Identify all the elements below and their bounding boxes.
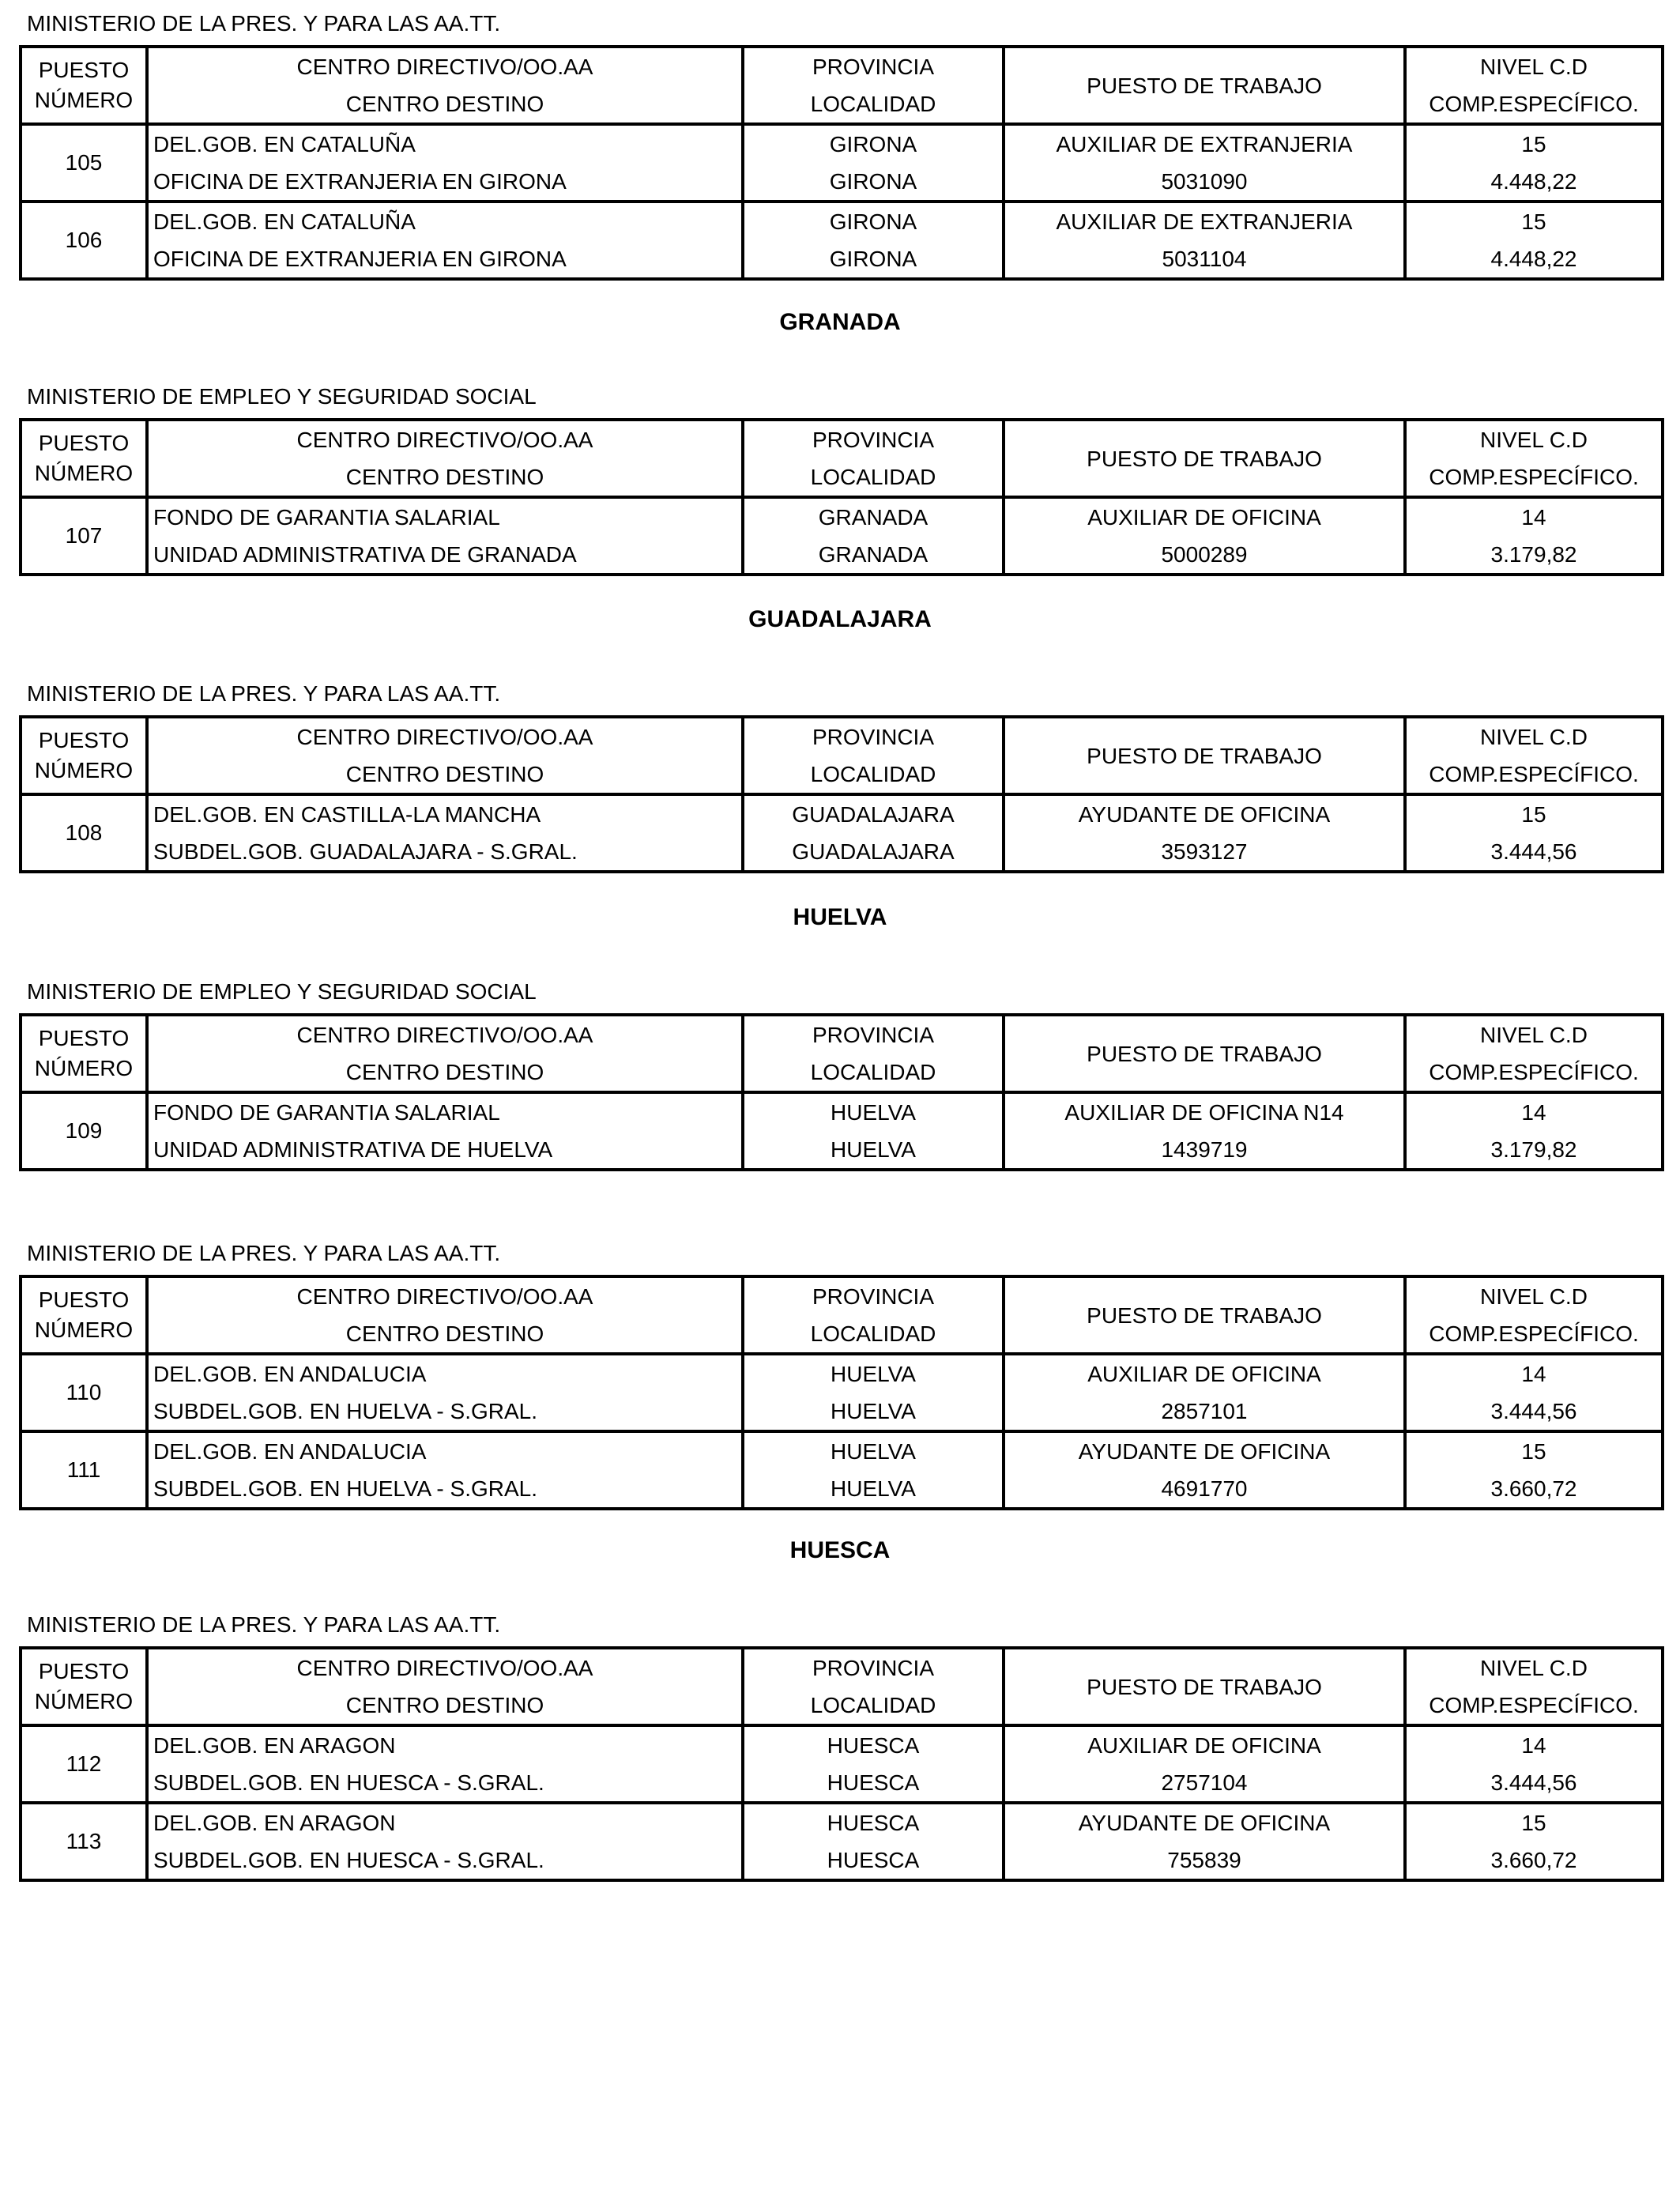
- header-centro-directivo: CENTRO DIRECTIVO/OO.AA: [147, 1648, 743, 1687]
- header-centro-directivo: CENTRO DIRECTIVO/OO.AA: [147, 1276, 743, 1315]
- header-row: [21, 1054, 1663, 1092]
- localidad: GIRONA: [743, 240, 1004, 279]
- header-centro-destino: CENTRO DESTINO: [147, 1315, 743, 1354]
- complemento-especifico: 3.660,72: [1405, 1842, 1663, 1880]
- puesto-numero: 110: [21, 1354, 147, 1431]
- centro-directivo: DEL.GOB. EN CATALUÑA: [147, 202, 743, 240]
- table-row: [21, 240, 1663, 279]
- header-numero-label: NÚMERO: [34, 88, 134, 112]
- header-nivel-cd: NIVEL C.D: [1405, 717, 1663, 756]
- header-provincia: PROVINCIA: [743, 1015, 1004, 1054]
- header-numero-label: NÚMERO: [34, 1689, 134, 1713]
- localidad: GUADALAJARA: [743, 833, 1004, 872]
- header-centro-directivo: CENTRO DIRECTIVO/OO.AA: [147, 717, 743, 756]
- header-nivel-cd: NIVEL C.D: [1405, 1648, 1663, 1687]
- header-centro-destino: CENTRO DESTINO: [147, 458, 743, 497]
- centro-destino: SUBDEL.GOB. EN HUELVA - S.GRAL.: [147, 1393, 743, 1431]
- header-localidad: LOCALIDAD: [743, 458, 1004, 497]
- puesto-numero: 108: [21, 794, 147, 872]
- header-puesto-numero: [21, 1276, 147, 1354]
- puesto-trabajo: AUXILIAR DE EXTRANJERIA: [1004, 202, 1405, 240]
- puesto-trabajo: AUXILIAR DE OFICINA: [1004, 497, 1405, 536]
- nivel-cd: 14: [1405, 1092, 1663, 1131]
- ministry-label: MINISTERIO DE EMPLEO Y SEGURIDAD SOCIAL: [27, 979, 537, 1004]
- header-numero-label: NÚMERO: [34, 1056, 134, 1080]
- header-localidad: LOCALIDAD: [743, 1054, 1004, 1092]
- centro-destino: OFICINA DE EXTRANJERIA EN GIRONA: [147, 163, 743, 202]
- header-row: [21, 756, 1663, 794]
- puesto-codigo: 1439719: [1004, 1131, 1405, 1170]
- section-heading: HUELVA: [793, 904, 887, 930]
- nivel-cd: 14: [1405, 497, 1663, 536]
- header-numero-label: NÚMERO: [34, 461, 134, 485]
- header-row: [21, 1687, 1663, 1725]
- positions-table: [19, 715, 1664, 873]
- header-puesto-numero: [21, 420, 147, 497]
- header-puesto-label: PUESTO: [38, 1659, 130, 1683]
- puesto-codigo: 3593127: [1004, 833, 1405, 872]
- header-localidad: LOCALIDAD: [743, 85, 1004, 124]
- centro-directivo: DEL.GOB. EN CASTILLA-LA MANCHA: [147, 794, 743, 833]
- header-provincia: PROVINCIA: [743, 47, 1004, 85]
- header-puesto-trabajo: PUESTO DE TRABAJO: [1004, 717, 1405, 794]
- ministry-label: MINISTERIO DE LA PRES. Y PARA LAS AA.TT.: [27, 681, 501, 706]
- centro-directivo: FONDO DE GARANTIA SALARIAL: [147, 1092, 743, 1131]
- header-provincia: PROVINCIA: [743, 1276, 1004, 1315]
- header-numero-label: NÚMERO: [34, 1318, 134, 1342]
- nivel-cd: 15: [1405, 794, 1663, 833]
- complemento-especifico: 3.179,82: [1405, 536, 1663, 575]
- header-nivel-cd: NIVEL C.D: [1405, 420, 1663, 458]
- table-row: [21, 163, 1663, 202]
- provincia: HUELVA: [743, 1431, 1004, 1470]
- header-puesto-numero: [21, 47, 147, 124]
- header-centro-destino: CENTRO DESTINO: [147, 1687, 743, 1725]
- ministry-label: MINISTERIO DE LA PRES. Y PARA LAS AA.TT.: [27, 11, 501, 36]
- section-heading: GUADALAJARA: [748, 606, 932, 632]
- puesto-codigo: 5000289: [1004, 536, 1405, 575]
- complemento-especifico: 3.179,82: [1405, 1131, 1663, 1170]
- centro-directivo: DEL.GOB. EN ARAGON: [147, 1803, 743, 1842]
- header-row: [21, 1015, 1663, 1054]
- puesto-trabajo: AYUDANTE DE OFICINA: [1004, 1803, 1405, 1842]
- header-centro-directivo: CENTRO DIRECTIVO/OO.AA: [147, 1015, 743, 1054]
- localidad: HUESCA: [743, 1764, 1004, 1803]
- table-row: [21, 1393, 1663, 1431]
- table-row: [21, 536, 1663, 575]
- header-puesto-trabajo: PUESTO DE TRABAJO: [1004, 1015, 1405, 1092]
- puesto-numero: 112: [21, 1725, 147, 1803]
- nivel-cd: 15: [1405, 124, 1663, 163]
- complemento-especifico: 3.444,56: [1405, 1393, 1663, 1431]
- puesto-codigo: 5031090: [1004, 163, 1405, 202]
- table-row: [21, 1842, 1663, 1880]
- table-row: [21, 1725, 1663, 1764]
- centro-directivo: DEL.GOB. EN CATALUÑA: [147, 124, 743, 163]
- nivel-cd: 14: [1405, 1354, 1663, 1393]
- header-localidad: LOCALIDAD: [743, 1687, 1004, 1725]
- complemento-especifico: 3.444,56: [1405, 1764, 1663, 1803]
- header-puesto-trabajo: PUESTO DE TRABAJO: [1004, 47, 1405, 124]
- centro-destino: SUBDEL.GOB. GUADALAJARA - S.GRAL.: [147, 833, 743, 872]
- table-row: [21, 497, 1663, 536]
- header-numero-label: NÚMERO: [34, 758, 134, 782]
- positions-table: [19, 418, 1664, 576]
- header-row: [21, 458, 1663, 497]
- header-comp-especifico: COMP.ESPECÍFICO.: [1405, 1315, 1663, 1354]
- table-row: [21, 1131, 1663, 1170]
- puesto-trabajo: AYUDANTE DE OFICINA: [1004, 1431, 1405, 1470]
- provincia: HUESCA: [743, 1725, 1004, 1764]
- puesto-trabajo: AUXILIAR DE EXTRANJERIA: [1004, 124, 1405, 163]
- header-centro-directivo: CENTRO DIRECTIVO/OO.AA: [147, 420, 743, 458]
- nivel-cd: 14: [1405, 1725, 1663, 1764]
- header-row: [21, 420, 1663, 458]
- header-row: [21, 47, 1663, 85]
- provincia: HUELVA: [743, 1354, 1004, 1393]
- puesto-numero: 107: [21, 497, 147, 575]
- puesto-trabajo: AUXILIAR DE OFICINA N14: [1004, 1092, 1405, 1131]
- localidad: GIRONA: [743, 163, 1004, 202]
- puesto-numero: 113: [21, 1803, 147, 1880]
- positions-table: [19, 1646, 1664, 1882]
- ministry-label: MINISTERIO DE EMPLEO Y SEGURIDAD SOCIAL: [27, 384, 537, 409]
- complemento-especifico: 4.448,22: [1405, 163, 1663, 202]
- header-puesto-label: PUESTO: [38, 1287, 130, 1312]
- centro-destino: OFICINA DE EXTRANJERIA EN GIRONA: [147, 240, 743, 279]
- provincia: GIRONA: [743, 202, 1004, 240]
- positions-table: [19, 1013, 1664, 1171]
- header-provincia: PROVINCIA: [743, 420, 1004, 458]
- header-centro-destino: CENTRO DESTINO: [147, 85, 743, 124]
- table-row: [21, 1803, 1663, 1842]
- header-puesto-trabajo: PUESTO DE TRABAJO: [1004, 420, 1405, 497]
- header-puesto-numero: [21, 1015, 147, 1092]
- header-comp-especifico: COMP.ESPECÍFICO.: [1405, 756, 1663, 794]
- localidad: HUELVA: [743, 1131, 1004, 1170]
- puesto-codigo: 5031104: [1004, 240, 1405, 279]
- positions-table: [19, 45, 1664, 281]
- provincia: HUESCA: [743, 1803, 1004, 1842]
- header-comp-especifico: COMP.ESPECÍFICO.: [1405, 458, 1663, 497]
- header-puesto-numero: [21, 717, 147, 794]
- provincia: GRANADA: [743, 497, 1004, 536]
- centro-directivo: DEL.GOB. EN ARAGON: [147, 1725, 743, 1764]
- localidad: HUESCA: [743, 1842, 1004, 1880]
- puesto-trabajo: AUXILIAR DE OFICINA: [1004, 1725, 1405, 1764]
- header-puesto-numero: [21, 1648, 147, 1725]
- centro-directivo: DEL.GOB. EN ANDALUCIA: [147, 1431, 743, 1470]
- localidad: HUELVA: [743, 1470, 1004, 1509]
- header-localidad: LOCALIDAD: [743, 756, 1004, 794]
- localidad: HUELVA: [743, 1393, 1004, 1431]
- positions-table: [19, 1275, 1664, 1510]
- table-row: [21, 1431, 1663, 1470]
- puesto-numero: 106: [21, 202, 147, 279]
- header-row: [21, 717, 1663, 756]
- centro-destino: UNIDAD ADMINISTRATIVA DE GRANADA: [147, 536, 743, 575]
- centro-destino: SUBDEL.GOB. EN HUELVA - S.GRAL.: [147, 1470, 743, 1509]
- header-puesto-trabajo: PUESTO DE TRABAJO: [1004, 1648, 1405, 1725]
- table-row: [21, 124, 1663, 163]
- section-heading: GRANADA: [779, 309, 901, 335]
- header-row: [21, 85, 1663, 124]
- header-localidad: LOCALIDAD: [743, 1315, 1004, 1354]
- section-heading: HUESCA: [789, 1537, 891, 1563]
- table-row: [21, 1092, 1663, 1131]
- nivel-cd: 15: [1405, 202, 1663, 240]
- provincia: GIRONA: [743, 124, 1004, 163]
- ministry-label: MINISTERIO DE LA PRES. Y PARA LAS AA.TT.: [27, 1241, 501, 1265]
- puesto-numero: 109: [21, 1092, 147, 1170]
- header-centro-destino: CENTRO DESTINO: [147, 756, 743, 794]
- table-row: [21, 833, 1663, 872]
- nivel-cd: 15: [1405, 1431, 1663, 1470]
- header-puesto-label: PUESTO: [38, 1026, 130, 1050]
- table-row: [21, 1470, 1663, 1509]
- header-comp-especifico: COMP.ESPECÍFICO.: [1405, 1687, 1663, 1725]
- puesto-codigo: 755839: [1004, 1842, 1405, 1880]
- header-comp-especifico: COMP.ESPECÍFICO.: [1405, 1054, 1663, 1092]
- header-nivel-cd: NIVEL C.D: [1405, 1015, 1663, 1054]
- header-centro-directivo: CENTRO DIRECTIVO/OO.AA: [147, 47, 743, 85]
- header-puesto-label: PUESTO: [38, 728, 130, 752]
- complemento-especifico: 3.444,56: [1405, 833, 1663, 872]
- centro-directivo: DEL.GOB. EN ANDALUCIA: [147, 1354, 743, 1393]
- header-row: [21, 1648, 1663, 1687]
- puesto-codigo: 4691770: [1004, 1470, 1405, 1509]
- header-puesto-label: PUESTO: [38, 58, 130, 82]
- header-nivel-cd: NIVEL C.D: [1405, 1276, 1663, 1315]
- centro-directivo: FONDO DE GARANTIA SALARIAL: [147, 497, 743, 536]
- provincia: HUELVA: [743, 1092, 1004, 1131]
- provincia: GUADALAJARA: [743, 794, 1004, 833]
- puesto-numero: 111: [21, 1431, 147, 1509]
- complemento-especifico: 3.660,72: [1405, 1470, 1663, 1509]
- header-puesto-trabajo: PUESTO DE TRABAJO: [1004, 1276, 1405, 1354]
- puesto-codigo: 2757104: [1004, 1764, 1405, 1803]
- header-centro-destino: CENTRO DESTINO: [147, 1054, 743, 1092]
- header-comp-especifico: COMP.ESPECÍFICO.: [1405, 85, 1663, 124]
- header-provincia: PROVINCIA: [743, 1648, 1004, 1687]
- header-row: [21, 1315, 1663, 1354]
- table-row: [21, 1354, 1663, 1393]
- centro-destino: UNIDAD ADMINISTRATIVA DE HUELVA: [147, 1131, 743, 1170]
- complemento-especifico: 4.448,22: [1405, 240, 1663, 279]
- header-nivel-cd: NIVEL C.D: [1405, 47, 1663, 85]
- header-row: [21, 1276, 1663, 1315]
- nivel-cd: 15: [1405, 1803, 1663, 1842]
- ministry-label: MINISTERIO DE LA PRES. Y PARA LAS AA.TT.: [27, 1612, 501, 1637]
- puesto-codigo: 2857101: [1004, 1393, 1405, 1431]
- centro-destino: SUBDEL.GOB. EN HUESCA - S.GRAL.: [147, 1842, 743, 1880]
- header-provincia: PROVINCIA: [743, 717, 1004, 756]
- table-row: [21, 1764, 1663, 1803]
- puesto-trabajo: AYUDANTE DE OFICINA: [1004, 794, 1405, 833]
- puesto-trabajo: AUXILIAR DE OFICINA: [1004, 1354, 1405, 1393]
- centro-destino: SUBDEL.GOB. EN HUESCA - S.GRAL.: [147, 1764, 743, 1803]
- header-puesto-label: PUESTO: [38, 431, 130, 455]
- table-row: [21, 202, 1663, 240]
- table-row: [21, 794, 1663, 833]
- localidad: GRANADA: [743, 536, 1004, 575]
- puesto-numero: 105: [21, 124, 147, 202]
